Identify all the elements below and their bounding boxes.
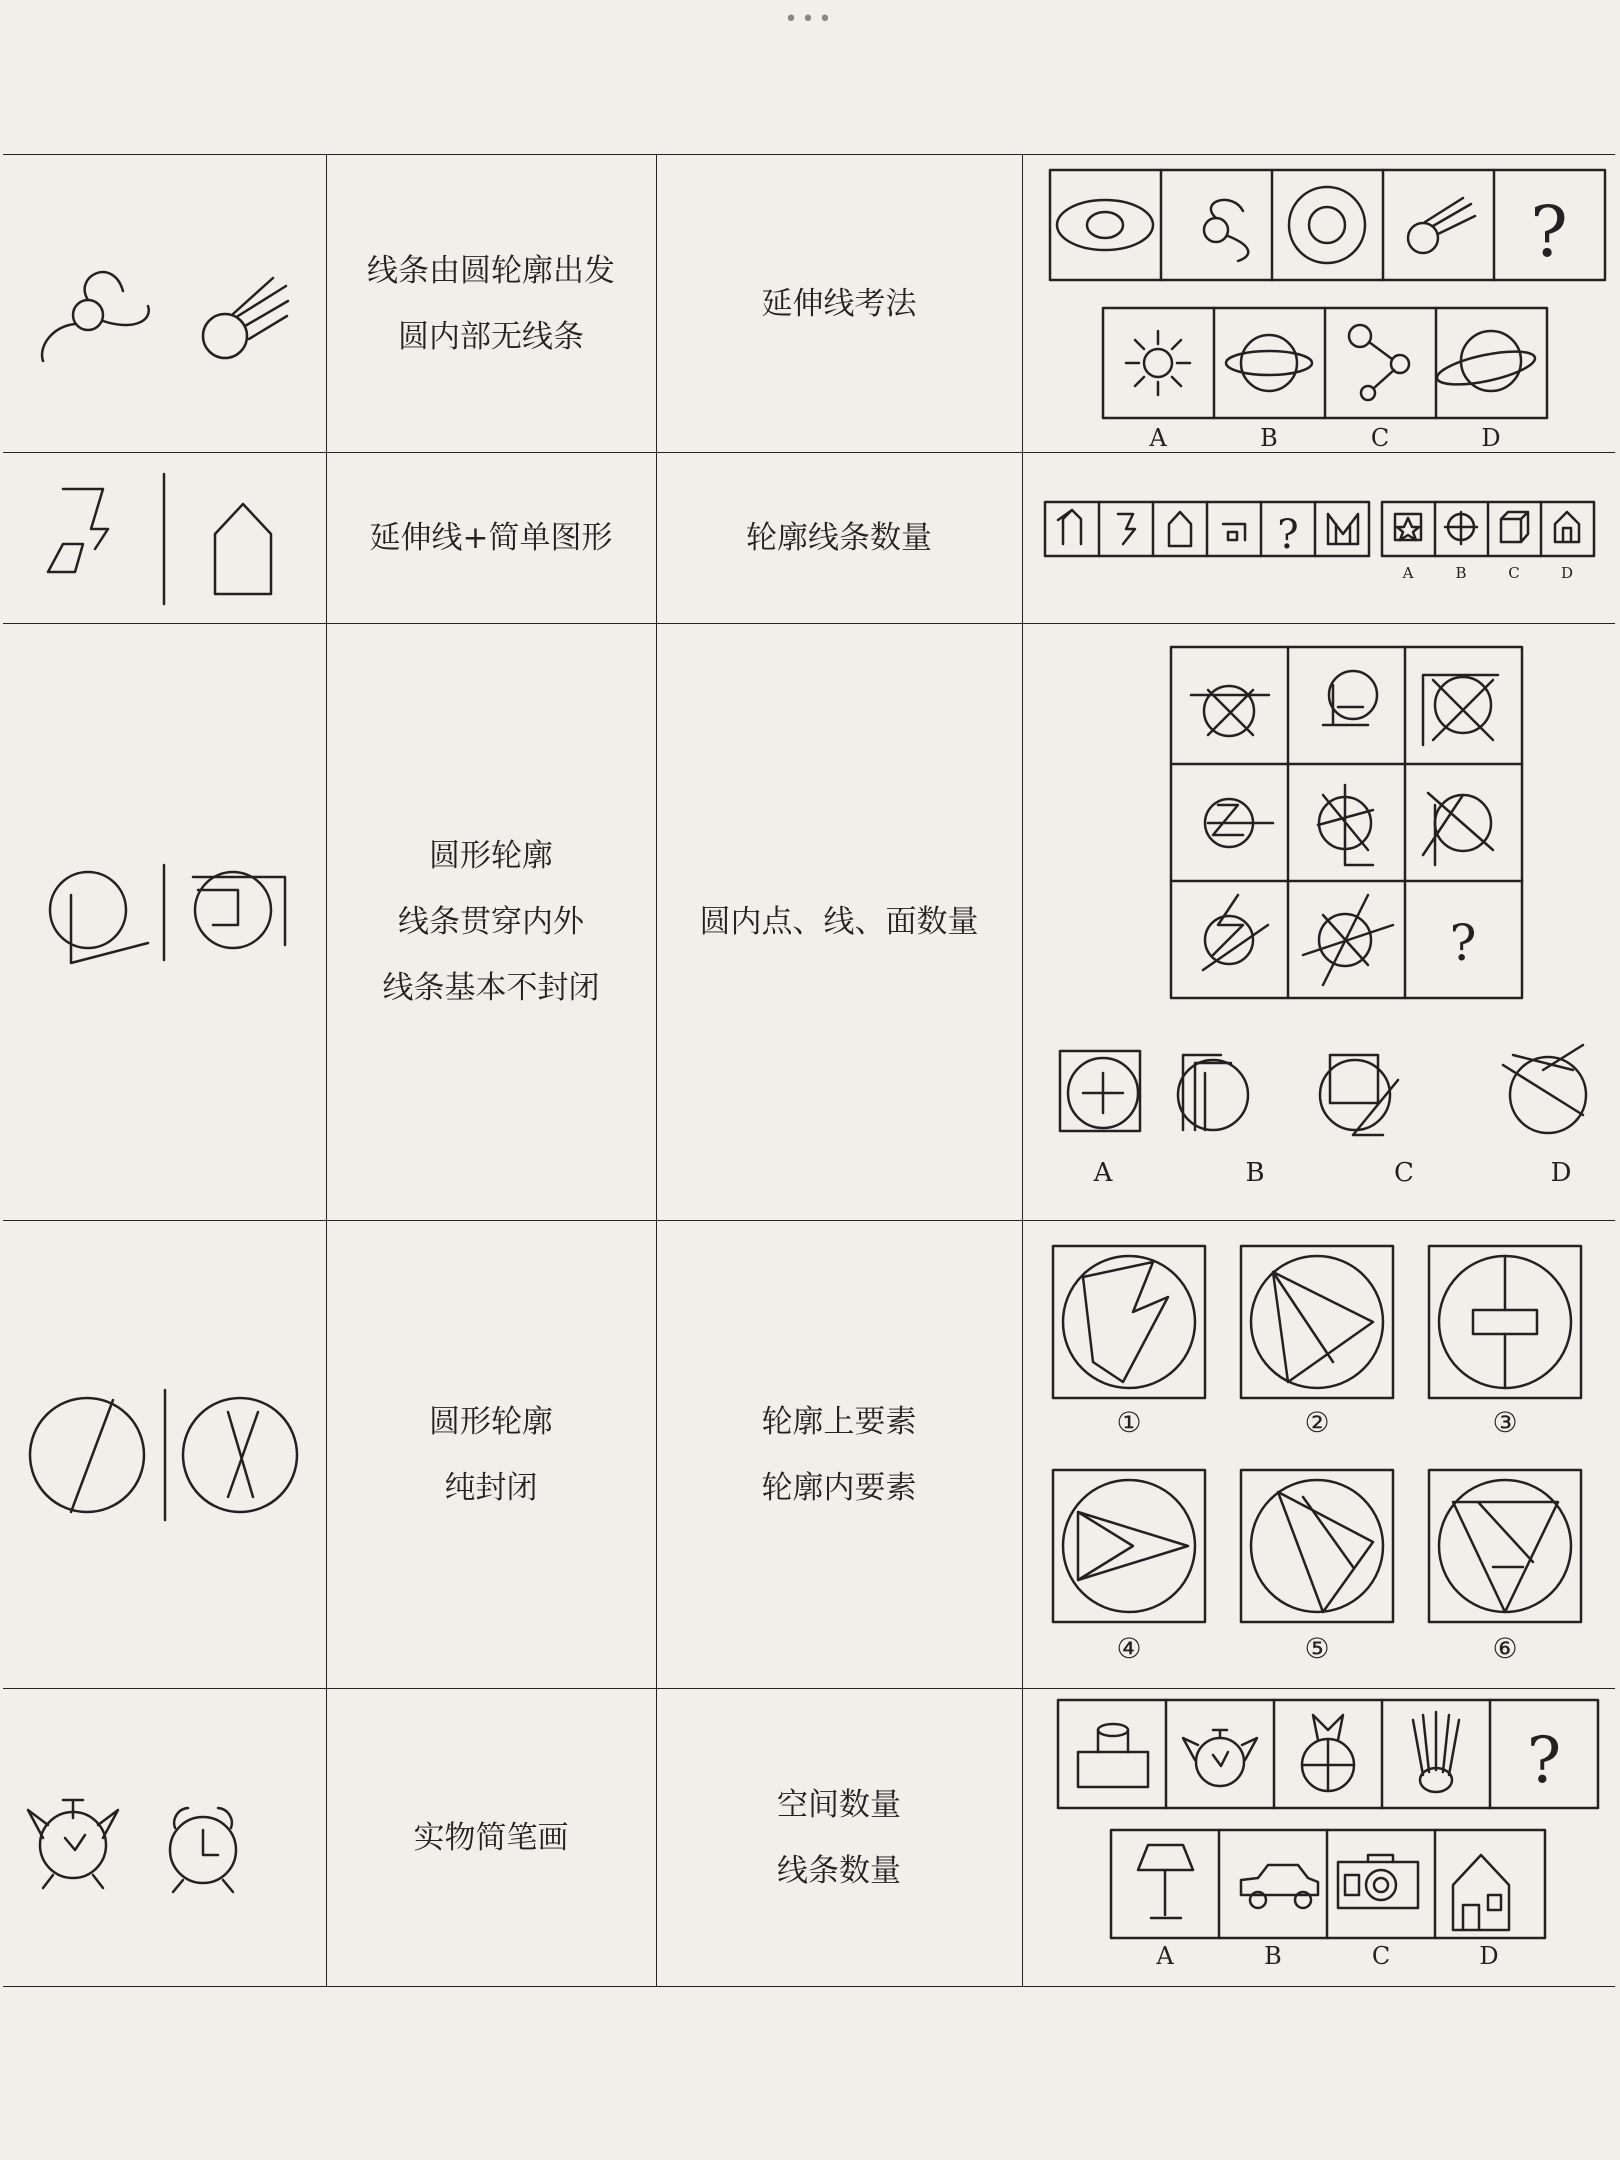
question-mark: ? (1529, 190, 1568, 273)
menu-dots[interactable]: ••• (784, 7, 836, 32)
shape-icon (48, 489, 108, 572)
lamp-icon (1138, 1845, 1193, 1918)
feature-text: 圆形轮廓 (429, 1403, 553, 1440)
features-cell (326, 453, 656, 624)
method-text: 轮廓线条数量 (746, 520, 932, 556)
method-text: 轮廓上要素 (761, 1403, 917, 1440)
method-cell (656, 453, 1022, 624)
puzzle-cell (1022, 624, 1615, 1221)
example-figure-cell (3, 155, 326, 453)
camera-icon (1338, 1862, 1418, 1908)
feature-text: 纯封闭 (444, 1469, 538, 1506)
features-cell (326, 1689, 656, 1987)
question-mark: ? (1276, 511, 1299, 558)
puzzle-figure (1023, 1690, 1613, 1986)
house-icon (1453, 1855, 1509, 1930)
option-label: A (1155, 1941, 1174, 1970)
comet-icon (203, 314, 247, 358)
table-row (3, 1689, 1615, 1987)
method-cell (656, 1689, 1022, 1987)
alarm-clock-icon (40, 1812, 106, 1878)
puzzle-cell (1022, 1689, 1615, 1987)
puzzle-figure (1023, 625, 1613, 1220)
question-mark: ? (1449, 913, 1476, 972)
method-cell (656, 1221, 1022, 1689)
option-label: B (1244, 1157, 1265, 1188)
option-label: A (1093, 1157, 1112, 1188)
circle-line-icon (50, 872, 126, 948)
example-figure-cell (3, 1689, 326, 1987)
example-figure-cell (3, 624, 326, 1221)
feature-text: 圆形轮廓 (429, 838, 553, 874)
option-label: C (1393, 1157, 1414, 1188)
features-cell (326, 624, 656, 1221)
method-text: 圆内点、线、面数量 (699, 904, 979, 940)
option-label: A (1148, 423, 1167, 452)
option-label: A (1402, 563, 1413, 582)
method-text: 线条数量 (777, 1852, 901, 1889)
feature-text: 圆内部无线条 (398, 318, 584, 355)
question-mark: ? (1526, 1723, 1561, 1798)
option-label: ② (1303, 1405, 1330, 1439)
sun-icon (1144, 349, 1172, 377)
example-figure-cell (3, 1221, 326, 1689)
option-label: C (1370, 423, 1389, 452)
car-icon (1241, 1865, 1318, 1895)
planet-icon (1241, 335, 1297, 391)
method-text: 延伸线考法 (761, 285, 917, 322)
option-label: ① (1115, 1405, 1142, 1439)
feature-text: 线条基本不封闭 (382, 970, 600, 1006)
feature-text: 延伸线+简单图形 (369, 520, 613, 556)
features-cell (326, 1221, 656, 1689)
method-text: 轮廓内要素 (761, 1469, 917, 1506)
option-label: B (1454, 563, 1467, 582)
feature-text: 实物简笔画 (413, 1819, 569, 1856)
house-icon (215, 504, 271, 594)
option-label: ⑥ (1491, 1631, 1518, 1665)
table-row (3, 155, 1615, 453)
circle-slash-icon (30, 1398, 144, 1512)
option-label: ③ (1491, 1405, 1518, 1439)
option-label: D (1550, 1157, 1571, 1188)
puzzle-figure (1023, 1222, 1613, 1688)
puzzle-cell (1022, 155, 1615, 453)
feature-text: 线条贯穿内外 (398, 904, 584, 940)
option-label: ④ (1115, 1631, 1142, 1665)
method-text: 空间数量 (777, 1786, 901, 1823)
example-figure (3, 625, 323, 1220)
example-figure (3, 1690, 323, 1986)
features-cell (326, 155, 656, 453)
feature-text: 线条由圆轮廓出发 (367, 252, 615, 289)
method-cell (656, 624, 1022, 1221)
option-label: D (1478, 1941, 1499, 1970)
option-label: D (1480, 423, 1501, 452)
table-row (3, 453, 1615, 624)
puzzle-figure (1023, 454, 1613, 623)
puzzle-cell (1022, 453, 1615, 624)
puzzle-cell (1022, 1221, 1615, 1689)
option-label: B (1259, 423, 1278, 452)
option-label: C (1371, 1941, 1390, 1970)
option-label: ⑤ (1303, 1631, 1330, 1665)
option-label: B (1263, 1941, 1282, 1970)
example-figure (3, 454, 323, 623)
puzzle-figure (1023, 156, 1613, 452)
table-row (3, 624, 1615, 1221)
example-figure (3, 156, 323, 452)
method-cell (656, 155, 1022, 453)
example-figure (3, 1222, 323, 1688)
swirl-icon (73, 300, 103, 330)
summary-table (3, 154, 1615, 1987)
saturn-icon (1461, 331, 1521, 391)
option-label: C (1507, 563, 1520, 582)
option-label: D (1560, 563, 1573, 582)
example-figure-cell (3, 453, 326, 624)
table-row (3, 1221, 1615, 1689)
